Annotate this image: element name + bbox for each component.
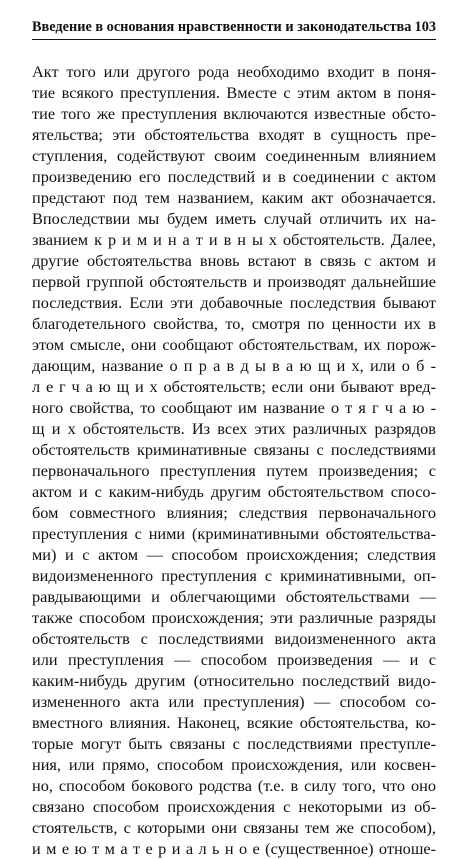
text-line: этом смысле, они сообщают обстоятельствам, их порож- bbox=[32, 335, 436, 354]
text-line: последствия. Если эти добавочные последствия бывают bbox=[32, 293, 436, 312]
text-line: измененного акта или преступления) — способом со- bbox=[32, 692, 436, 711]
body-text bbox=[32, 61, 436, 859]
text-line: и м е ю т м а т е р и а л ь н о е (существенное) отноше- bbox=[32, 839, 436, 858]
text-line: первой группой обстоятельств и производят дальнейшие bbox=[32, 272, 436, 291]
text-line: л е г ч а ю щ и х обстоятельств; если они бывают вред- bbox=[32, 377, 436, 396]
text-line: благодетельного свойства, то, смотря по ценности их в bbox=[32, 314, 436, 333]
text-line: тие всякого преступления. Вместе с этим актом в поня- bbox=[32, 83, 436, 102]
text-line: преступления с ними (криминативными обстоятельства- bbox=[32, 524, 436, 543]
page-number: 103 bbox=[414, 19, 436, 35]
text-line: связано способом происхождения с некоторыми из об- bbox=[32, 797, 436, 816]
text-line: дающим, название о п р а в д ы в а ю щ и х, или о б - bbox=[32, 356, 436, 375]
text-line: обстоятельств с последствиями видоизмененного акта bbox=[32, 629, 436, 648]
running-head bbox=[32, 16, 436, 40]
text-line: бом совместного влияния; следствия первоначального bbox=[32, 503, 436, 522]
text-line: стоятельств, с которыми они связаны тем же способом), bbox=[32, 818, 436, 837]
running-head-title: Введение в основания нравственности и законодательства bbox=[32, 19, 412, 35]
text-line: видоизмененного преступления с криминативными, оп- bbox=[32, 566, 436, 585]
text-line: актом и с каким-нибудь другим обстоятельством спосо- bbox=[32, 482, 436, 501]
text-line: Впоследствии мы будем иметь случай отличить их на- bbox=[32, 209, 436, 228]
text-line: обстоятельств криминативные связаны с последствиями bbox=[32, 440, 436, 459]
text-line: званием к р и м и н а т и в н ы х обстоятельств. Далее, bbox=[32, 230, 436, 249]
text-line: ми) и с актом — способом происхождения; следствия bbox=[32, 545, 436, 564]
text-line: произведению его последствий и в соединении с актом bbox=[32, 167, 436, 186]
text-line: но, способом бокового родства (т.е. в силу того, что оно bbox=[32, 776, 436, 795]
text-line: тие того же преступления включаются известные обсто- bbox=[32, 104, 436, 123]
text-line: ступления, содействуют своим соединенным влиянием bbox=[32, 146, 436, 165]
text-line: также способом происхождения; эти различные разряды bbox=[32, 608, 436, 627]
text-line: щ и х обстоятельств. Из всех этих различных разрядов bbox=[32, 419, 436, 438]
text-line: предстают под тем названием, каким акт обозначается. bbox=[32, 188, 436, 207]
text-line: вместного влияния. Наконец, всякие обстоятельства, ко- bbox=[32, 713, 436, 732]
text-line: ятельства; эти обстоятельства входят в сущность пре- bbox=[32, 125, 436, 144]
text-line: равдывающими и облегчающими обстоятельствами — bbox=[32, 587, 436, 606]
text-line: Акт того или другого рода необходимо входит в поня- bbox=[32, 62, 436, 81]
text-line: или преступления — способом произведения — и с bbox=[32, 650, 436, 669]
text-line: другие обстоятельства вновь встают в связь с актом и bbox=[32, 251, 436, 270]
text-line: первоначального преступления путем произведения; с bbox=[32, 461, 436, 480]
text-line: торые могут быть связаны с последствиями преступле- bbox=[32, 734, 436, 753]
text-line: ния, или прямо, способом происхождения, или косвен- bbox=[32, 755, 436, 774]
text-line: каким-нибудь другим (относительно последствий видо- bbox=[32, 671, 436, 690]
text-line: ного свойства, то сообщают им название о т я г ч а ю - bbox=[32, 398, 436, 417]
